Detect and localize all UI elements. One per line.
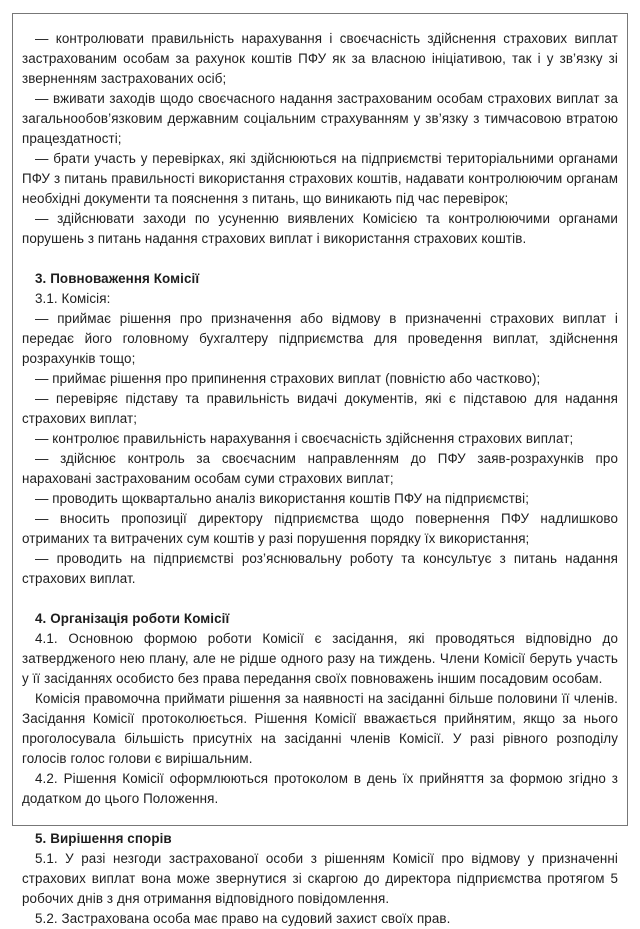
list-item: — здійснювати заходи по усуненню виявлених Комісією та контролюючими органами порушень з питань надання страхових виплат і використання страхових коштів. — [22, 211, 618, 246]
paragraph: 5.1. У разі незгоди застрахованої особи з рішенням Комісії про відмову у призначенні страхових виплат вона може звернутися зі скаргою до директора підприємства протягом 5 робочих днів з дня отримання відповідного повідомлення. — [22, 851, 618, 906]
paragraph: 3.1. Комісія: — [35, 291, 111, 306]
list-item: — проводить на підприємстві роз’яснювальну роботу та консультує з питань надання страхових виплат. — [22, 551, 618, 586]
paragraph: 4.2. Рішення Комісії оформлюються протоколом в день їх прийняття за формою згідно з додатком до цього Положення. — [22, 771, 618, 806]
paragraph: Комісія правомочна приймати рішення за наявності на засіданні більше половини її членів. Засідання Комісії протоколюється. Рішення Комісії вважається прийнятим, якщо за нього проголосувала більшість присутніх на засіданні членів Комісії. У разі рівного розподілу голосів голос голови є вирішальним. — [22, 691, 618, 766]
list-item: — приймає рішення про призначення або відмову в призначенні страхових виплат і передає його головному бухгалтеру підприємства для проведення виплат, здійснення розрахунків тощо; — [22, 311, 618, 366]
section-heading-5: 5. Вирішення спорів — [35, 831, 172, 846]
list-item: — вживати заходів щодо своєчасного надання застрахованим особам страхових виплат за загальнообов’язковим державним соціальним страхуванням у зв’язку з тимчасовою втратою працездатності; — [22, 91, 618, 146]
paragraph: 4.1. Основною формою роботи Комісії є засідання, які проводяться відповідно до затвердженого нею плану, але не рідше одного разу на тиждень. Члени Комісії беруть участь у її засіданнях особисто без права передання своїх повноважень іншим посадовим особам. — [22, 631, 618, 686]
list-item: — контролювати правильність нарахування і своєчасність здійснення страхових виплат застрахованим особам за рахунок коштів ПФУ як за власною ініціативою, так і у зв’язку зі зверненням застрахованих осіб; — [22, 31, 618, 86]
section-heading-3: 3. Повноваження Комісії — [35, 271, 200, 286]
list-item: — приймає рішення про припинення страхових виплат (повністю або частково); — [35, 371, 541, 386]
list-item: — контролює правильність нарахування і своєчасність здійснення страхових виплат; — [35, 431, 574, 446]
list-item: — проводить щоквартально аналіз використання коштів ПФУ на підприємстві; — [35, 491, 530, 506]
paragraph: 5.2. Застрахована особа має право на судовий захист своїх прав. — [35, 911, 451, 926]
document-body — [13, 14, 627, 929]
list-item: — брати участь у перевірках, які здійснюються на підприємстві територіальними органами ПФУ з питань правильності використання страхових коштів, надавати контролюючим органам необхідні документи та пояснення з питань, що виникають під час перевірок; — [22, 151, 618, 206]
list-item: — вносить пропозиції директору підприємства щодо повернення ПФУ надлишково отриманих та витрачених сум коштів у разі порушення порядку їх використання; — [22, 511, 618, 546]
section-heading-4: 4. Організація роботи Комісії — [35, 611, 230, 626]
list-item: — перевіряє підставу та правильність видачі документів, які є підставою для надання страхових виплат; — [22, 391, 618, 426]
list-item: — здійснює контроль за своєчасним направленням до ПФУ заяв-розрахунків про нараховані застрахованим особам суми страхових виплат; — [22, 451, 618, 486]
document-page-border — [12, 13, 628, 926]
